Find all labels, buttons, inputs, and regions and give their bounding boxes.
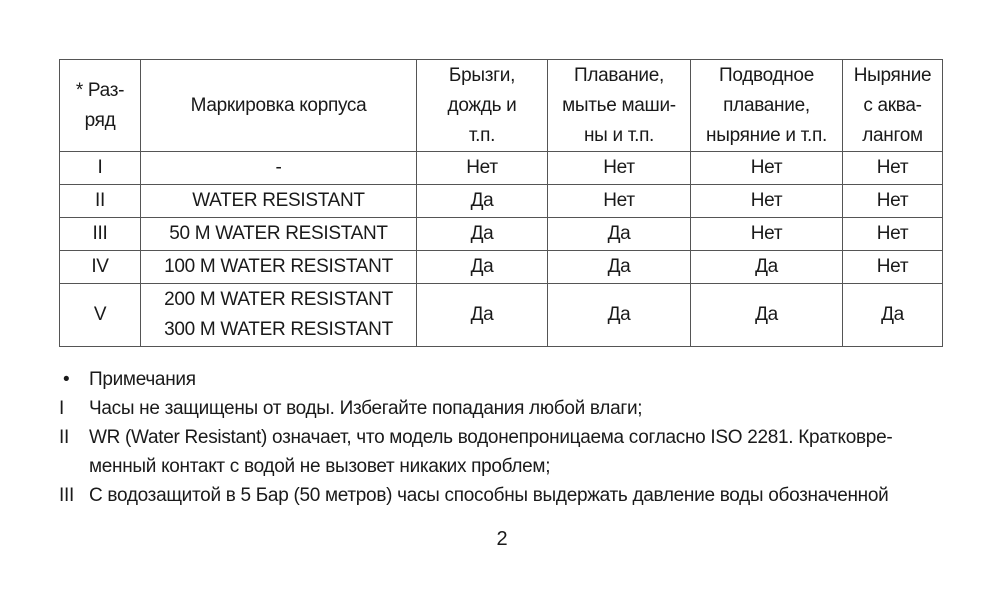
cell-swim: Нет	[548, 152, 691, 185]
cell-marking-line: 300 M WATER RESISTANT	[164, 319, 393, 340]
note-item	[59, 481, 949, 510]
cell-underwater: Нет	[691, 218, 843, 251]
header-swim-line: ны и т.п.	[583, 124, 655, 146]
table-row	[60, 152, 943, 185]
cell-splash: Да	[417, 251, 548, 284]
cell-scuba: Нет	[843, 152, 943, 185]
cell-scuba: Нет	[843, 251, 943, 284]
cell-underwater: Да	[691, 284, 843, 347]
cell-class: IV	[60, 251, 141, 284]
note-marker: I	[59, 398, 64, 419]
note-line: С водозащитой в 5 Бар (50 метров) часы способны выдержать давление воды обозначенной	[89, 485, 889, 506]
cell-splash: Да	[417, 185, 548, 218]
notes-title: Примечания	[89, 369, 196, 390]
cell-scuba: Да	[843, 284, 943, 347]
header-splash	[417, 60, 548, 152]
cell-scuba: Нет	[843, 218, 943, 251]
header-splash-line: дождь и	[447, 94, 517, 116]
cell-splash: Да	[417, 218, 548, 251]
page-number: 2	[496, 528, 508, 550]
notes-section	[59, 365, 949, 510]
table-row	[60, 251, 943, 284]
note-line: менный контакт с водой не вызовет никаких проблем;	[89, 456, 551, 477]
cell-marking: 100 M WATER RESISTANT	[141, 251, 417, 284]
header-splash-line: т.п.	[468, 124, 496, 146]
cell-underwater: Нет	[691, 185, 843, 218]
cell-swim: Нет	[548, 185, 691, 218]
header-scuba-line: Ныряние	[853, 64, 932, 86]
cell-splash: Нет	[417, 152, 548, 185]
cell-swim: Да	[548, 284, 691, 347]
cell-splash: Да	[417, 284, 548, 347]
note-item	[59, 394, 949, 423]
header-class-line: * Раз-	[75, 79, 125, 101]
note-line: WR (Water Resistant) означает, что модель водонепроницаема согласно ISO 2281. Кратковре-	[89, 427, 893, 448]
header-splash-line: Брызги,	[448, 64, 516, 86]
cell-marking: WATER RESISTANT	[141, 185, 417, 218]
note-marker: II	[59, 427, 69, 448]
header-marking-line: Маркировка корпуса	[190, 94, 367, 116]
note-line: Часы не защищены от воды. Избегайте попадания любой влаги;	[89, 398, 643, 419]
note-text	[89, 423, 949, 481]
note-text	[89, 394, 949, 423]
cell-class: III	[60, 218, 141, 251]
header-underwater-line: Подводное	[719, 64, 814, 86]
cell-underwater: Да	[691, 251, 843, 284]
header-scuba-line: с аква-	[863, 94, 922, 116]
note-marker: III	[59, 485, 74, 506]
bullet-icon: •	[63, 369, 70, 390]
note-text	[89, 481, 949, 510]
header-swim-line: мытье маши-	[562, 94, 676, 116]
cell-class: I	[60, 152, 141, 185]
notes-heading	[59, 365, 949, 394]
header-swim	[548, 60, 691, 152]
header-scuba-line: лангом	[862, 124, 923, 146]
table-row	[60, 284, 943, 347]
header-underwater-line: плавание,	[723, 94, 810, 116]
note-item	[59, 423, 949, 481]
cell-swim: Да	[548, 218, 691, 251]
cell-marking	[141, 284, 417, 347]
header-swim-line: Плавание,	[573, 64, 664, 86]
cell-marking: -	[141, 152, 417, 185]
cell-class: V	[60, 284, 141, 347]
table-row	[60, 218, 943, 251]
header-class	[60, 60, 141, 152]
header-marking	[141, 60, 417, 152]
cell-marking-line: 200 M WATER RESISTANT	[164, 289, 393, 310]
table-row	[60, 185, 943, 218]
header-scuba	[843, 60, 943, 152]
cell-marking: 50 M WATER RESISTANT	[141, 218, 417, 251]
header-underwater-line: ныряние и т.п.	[706, 124, 827, 146]
cell-swim: Да	[548, 251, 691, 284]
table-header-row	[60, 60, 943, 152]
header-class-line: ряд	[84, 109, 116, 131]
cell-scuba: Нет	[843, 185, 943, 218]
header-underwater	[691, 60, 843, 152]
water-resistance-table	[59, 59, 943, 347]
cell-underwater: Нет	[691, 152, 843, 185]
cell-class: II	[60, 185, 141, 218]
